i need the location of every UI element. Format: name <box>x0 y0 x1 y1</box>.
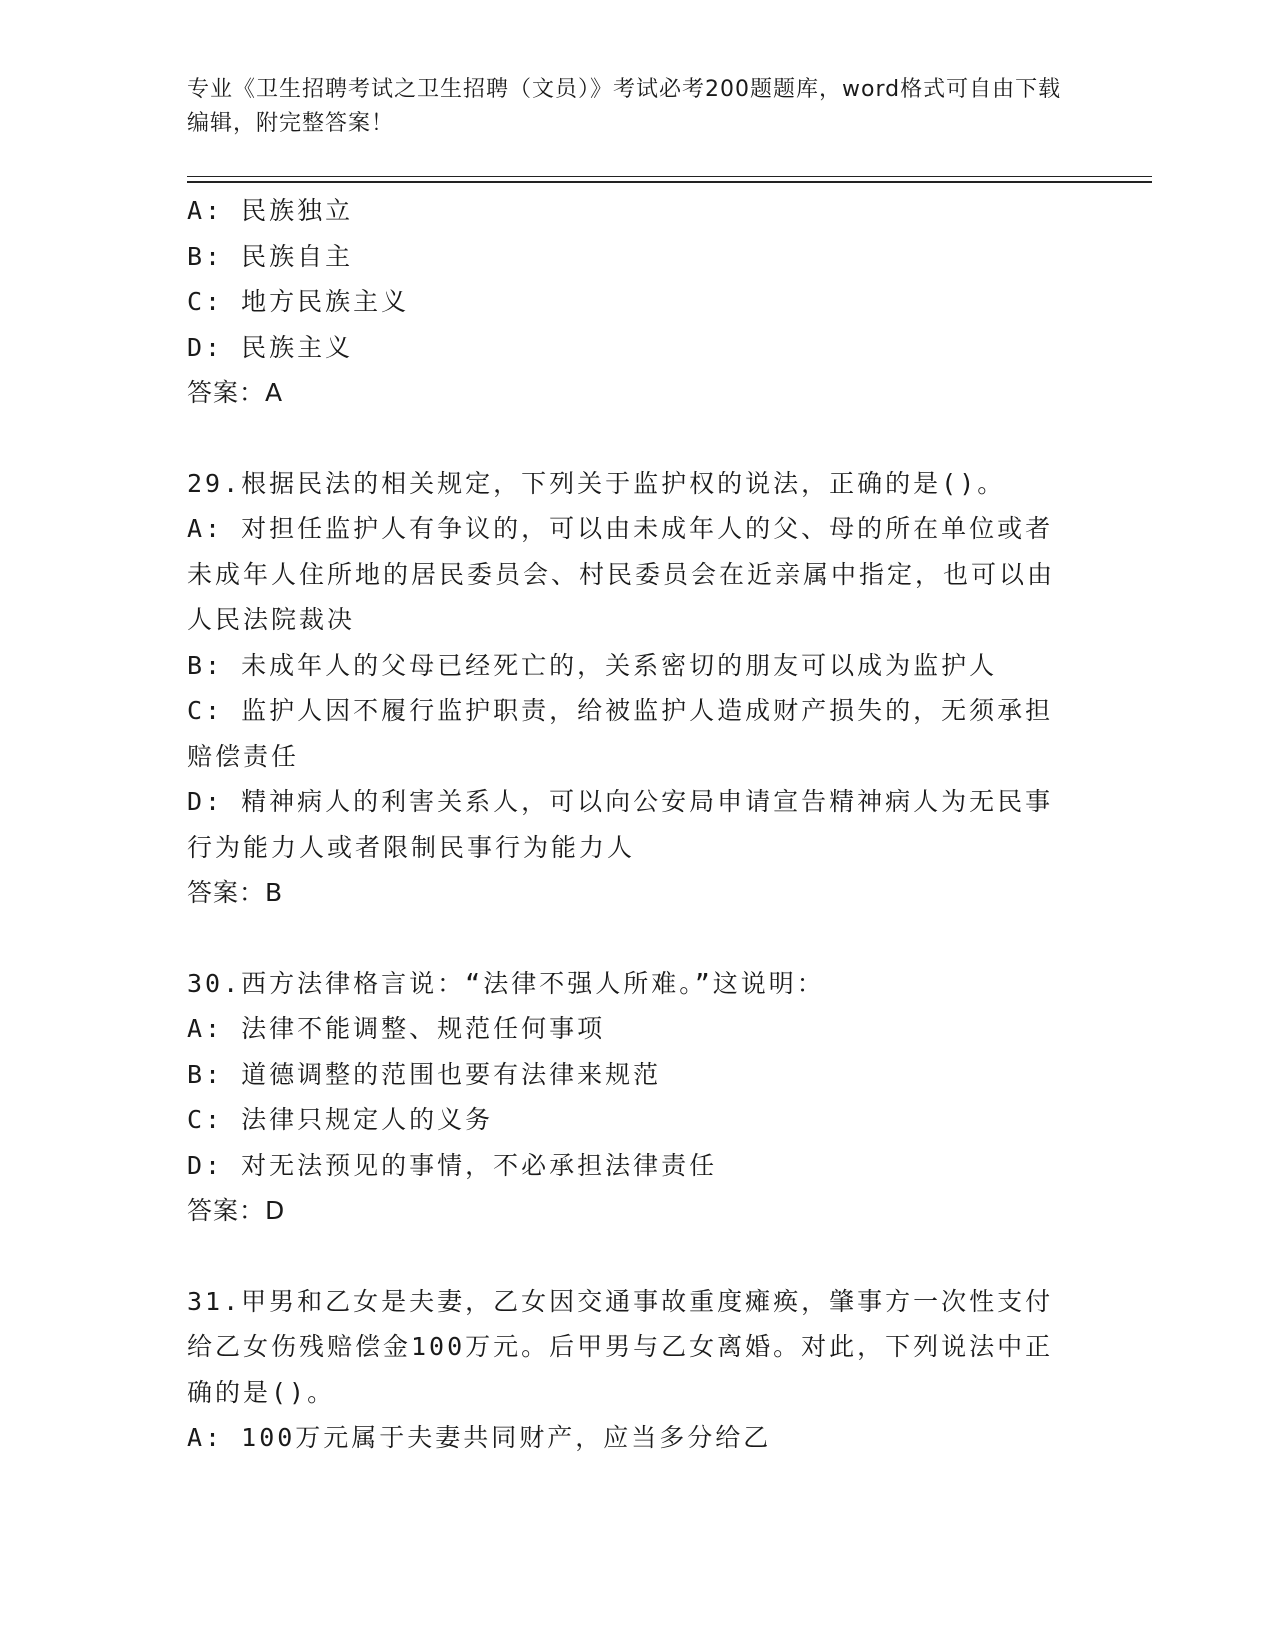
question-block-29 <box>187 461 1067 916</box>
option-a: A: 100万元属于夫妻共同财产，应当多分给乙 <box>187 1423 772 1452</box>
option-c: C: 法律只规定人的义务 <box>187 1105 494 1134</box>
question-block-30 <box>187 961 1067 1234</box>
option-a: A: 对担任监护人有争议的，可以由未成年人的父、母的所在单位或者未成年人住所地的居民委员会、村民委员会在近亲属中指定，也可以由人民法院裁决 <box>187 514 1056 634</box>
question-text: 31.甲男和乙女是夫妻，乙女因交通事故重度瘫痪，肇事方一次性支付给乙女伤残赔偿金100万元。后甲男与乙女离婚。对此，下列说法中正确的是()。 <box>187 1286 1054 1407</box>
header-divider-thin <box>187 176 1152 177</box>
question-block-28 <box>187 188 1067 416</box>
question-text: 29.根据民法的相关规定，下列关于监护权的说法，正确的是()。 <box>187 468 1006 498</box>
question-content <box>187 188 1067 1461</box>
question-text: 30.西方法律格言说：“法律不强人所难。”这说明： <box>187 968 825 998</box>
option-c: C: 地方民族主义 <box>187 287 410 316</box>
option-a: A: 法律不能调整、规范任何事项 <box>187 1014 606 1043</box>
answer-line: 答案：B <box>187 878 284 907</box>
option-c: C: 监护人因不履行监护职责，给被监护人造成财产损失的，无须承担赔偿责任 <box>187 696 1054 771</box>
option-b: B: 道德调整的范围也要有法律来规范 <box>187 1059 662 1089</box>
question-block-31 <box>187 1279 1067 1461</box>
option-b: B: 未成年人的父母已经死亡的，关系密切的朋友可以成为监护人 <box>187 650 998 680</box>
option-d: D: 对无法预见的事情，不必承担法律责任 <box>187 1150 718 1180</box>
option-d: D: 民族主义 <box>187 332 354 362</box>
option-b: B: 民族自主 <box>187 241 354 271</box>
option-a: A: 民族独立 <box>187 196 354 225</box>
header-divider-thick <box>187 181 1152 183</box>
answer-line: 答案：D <box>187 1196 286 1225</box>
document-header: 专业《卫生招聘考试之卫生招聘（文员）》考试必考200题题库，word格式可自由下载编辑，附完整答案！ <box>187 77 1062 136</box>
answer-line: 答案：A <box>187 378 284 407</box>
option-d: D: 精神病人的利害关系人，可以向公安局申请宣告精神病人为无民事行为能力人或者限制民事行为能力人 <box>187 787 1054 862</box>
